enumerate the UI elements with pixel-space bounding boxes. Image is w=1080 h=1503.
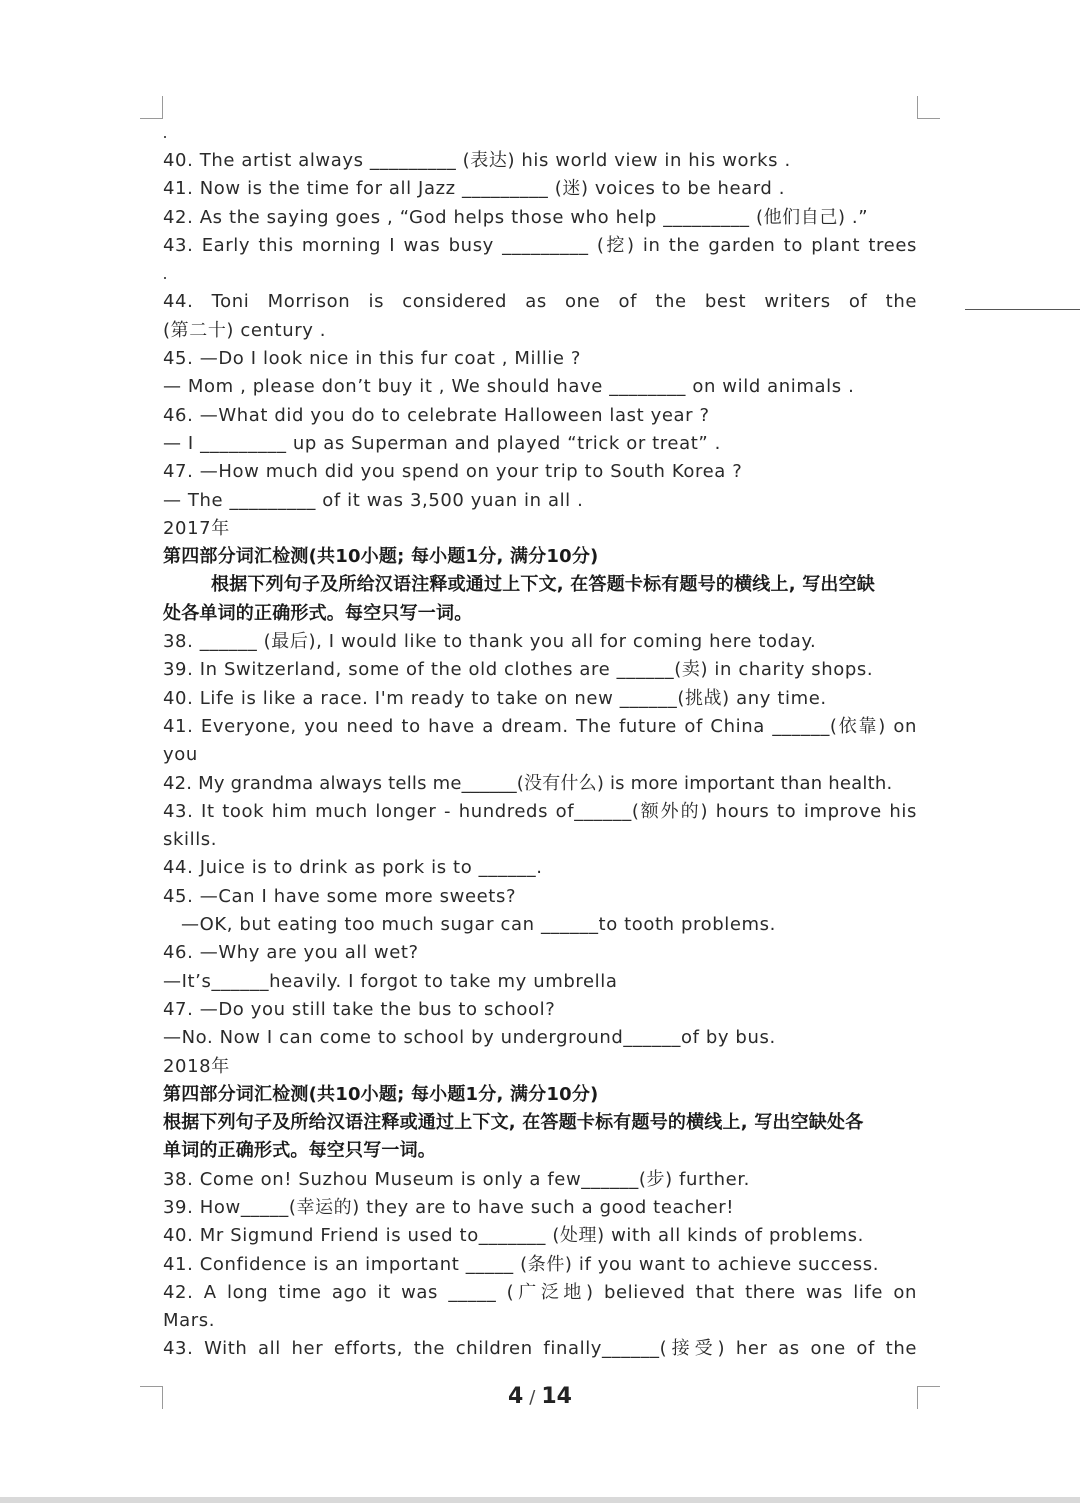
bottom-bar <box>0 1497 1080 1503</box>
crop-mark-top-left <box>140 96 163 119</box>
question-line: 42. As the saying goes , “God helps those who help _________ (他们自己) .” <box>163 206 869 228</box>
question-line: 43. With all her efforts, the children finally______(接受) her as one of the <box>163 1338 917 1360</box>
question-line: 40. The artist always _________ (表达) his world view in his works . <box>163 150 791 171</box>
section-heading: 第四部分词汇检测(共10小题; 每小题1分, 满分10分) <box>163 546 599 568</box>
question-line: 40. Mr Sigmund Friend is used to_______ (处理) with all kinds of problems. <box>163 1225 864 1247</box>
question-line: 40. Life is like a race. I'm ready to take on new ______(挑战) any time. <box>163 687 827 709</box>
question-line: 47. —How much did you spend on your trip to South Korea ? <box>163 461 743 483</box>
answer-line: —No. Now I can come to school by underground______of by bus. <box>163 1027 776 1049</box>
question-line: 41. Now is the time for all Jazz _________ (迷) voices to be heard . <box>163 178 786 200</box>
question-line: 47. —Do you still take the bus to school? <box>163 998 556 1020</box>
question-line: 43. Early this morning I was busy _________ (挖) in the garden to plant trees <box>163 234 917 256</box>
question-line: 41. Confidence is an important _____ (条件) if you want to achieve success. <box>163 1253 880 1275</box>
question-line: 39. In Switzerland, some of the old clothes are ______(卖) in charity shops. <box>163 659 874 681</box>
page-number <box>0 1384 1080 1409</box>
question-line: skills. <box>163 829 218 851</box>
crop-mark-top-right <box>917 96 940 119</box>
instruction-line: 根据下列句子及所给汉语注释或通过上下文, 在答题卡标有题号的横线上, 写出空缺处各 <box>163 1112 864 1134</box>
question-line: 46. —Why are you all wet? <box>163 942 419 964</box>
instruction-line: 单词的正确形式。每空只写一词。 <box>163 1140 436 1162</box>
question-line: (第二十) century . <box>163 319 327 341</box>
question-line: 43. It took him much longer - hundreds of______(额外的) hours to improve his <box>163 800 917 822</box>
question-line: 42. A long time ago it was _____ (广泛地) believed that there was life on <box>163 1281 917 1303</box>
question-line: you <box>163 744 198 766</box>
question-line: Mars. <box>163 1310 216 1332</box>
year-heading: 2017年 <box>163 517 230 539</box>
question-line: 39. How_____(幸运的) they are to have such a good teacher! <box>163 1196 735 1218</box>
question-line: 42. My grandma always tells me______(没有什么) is more important than health. <box>163 772 893 794</box>
year-heading: 2018年 <box>163 1055 230 1077</box>
margin-rule <box>965 309 1080 310</box>
instruction-line: 根据下列句子及所给汉语注释或通过上下文, 在答题卡标有题号的横线上, 写出空缺 <box>211 574 876 596</box>
question-line: 45. —Can I have some more sweets? <box>163 885 517 907</box>
question-line: 45. —Do I look nice in this fur coat , Millie ? <box>163 348 582 370</box>
question-line: 38. Come on! Suzhou Museum is only a few______(步) further. <box>163 1168 751 1190</box>
instruction-line: 处各单词的正确形式。每空只写一词。 <box>163 602 473 624</box>
document-body <box>163 147 917 1364</box>
question-line: 41. Everyone, you need to have a dream. The future of China ______(依靠) on <box>163 715 917 737</box>
question-line: 38. ______ (最后), I would like to thank you all for coming here today. <box>163 631 817 653</box>
answer-line: — Mom , please don’t buy it , We should have ________ on wild animals . <box>163 376 855 398</box>
blank-gap <box>163 260 917 288</box>
page-total: 14 <box>541 1384 572 1409</box>
question-line: 44. Toni Morrison is considered as one of the best writers of the <box>163 291 917 313</box>
answer-line: —OK, but eating too much sugar can ______to tooth problems. <box>181 914 776 936</box>
answer-line: — I _________ up as Superman and played “trick or treat” . <box>163 432 721 454</box>
question-line: 46. —What did you do to celebrate Halloween last year ? <box>163 404 710 426</box>
page-separator: / <box>529 1387 536 1408</box>
page-current: 4 <box>507 1384 524 1409</box>
question-line: 44. Juice is to drink as pork is to ______. <box>163 857 543 879</box>
answer-line: — The _________ of it was 3,500 yuan in all . <box>163 489 584 511</box>
stray-dot <box>164 136 166 138</box>
section-heading: 第四部分词汇检测(共10小题; 每小题1分, 满分10分) <box>163 1083 599 1105</box>
answer-line: —It’s______heavily. I forgot to take my umbrella <box>163 970 618 992</box>
